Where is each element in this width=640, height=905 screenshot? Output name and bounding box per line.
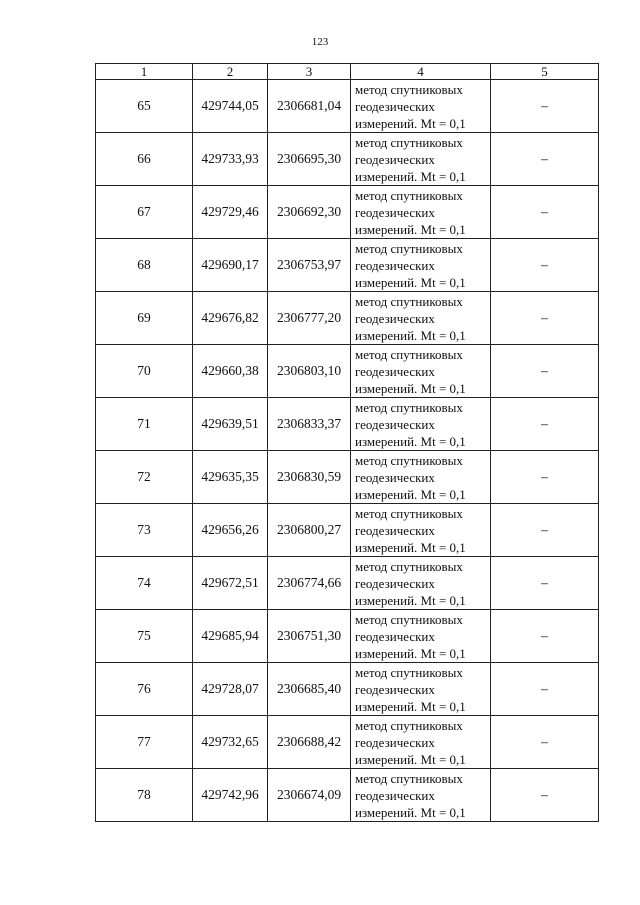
table-row bbox=[96, 663, 599, 716]
header-col-2: 2 bbox=[193, 64, 268, 80]
column-5-cell: – bbox=[491, 716, 599, 769]
method-cell bbox=[351, 292, 491, 345]
method-text-line: геодезических bbox=[355, 98, 435, 114]
table-row bbox=[96, 610, 599, 663]
method-text-line: метод спутниковых bbox=[355, 240, 463, 256]
column-5-cell: – bbox=[491, 769, 599, 822]
method-text-line: геодезических bbox=[355, 204, 435, 220]
column-5-cell: – bbox=[491, 133, 599, 186]
column-5-cell: – bbox=[491, 186, 599, 239]
method-text-line: измерений. Mt = 0,1 bbox=[355, 645, 466, 661]
method-cell bbox=[351, 610, 491, 663]
header-col-1: 1 bbox=[96, 64, 193, 80]
x-coordinate-cell: 429732,65 bbox=[193, 716, 268, 769]
method-cell bbox=[351, 186, 491, 239]
method-text-line: измерений. Mt = 0,1 bbox=[355, 433, 466, 449]
x-coordinate-cell: 429672,51 bbox=[193, 557, 268, 610]
method-text-line: измерений. Mt = 0,1 bbox=[355, 274, 466, 290]
point-number-cell: 72 bbox=[96, 451, 193, 504]
method-text-line: измерений. Mt = 0,1 bbox=[355, 115, 466, 131]
x-coordinate-cell: 429728,07 bbox=[193, 663, 268, 716]
method-text-line: метод спутниковых bbox=[355, 717, 463, 733]
table-row bbox=[96, 239, 599, 292]
method-text-line: геодезических bbox=[355, 628, 435, 644]
method-text-line: измерений. Mt = 0,1 bbox=[355, 486, 466, 502]
method-text-line: измерений. Mt = 0,1 bbox=[355, 221, 466, 237]
table-header-row bbox=[96, 64, 599, 80]
y-coordinate-cell: 2306753,97 bbox=[268, 239, 351, 292]
column-5-cell: – bbox=[491, 451, 599, 504]
method-cell bbox=[351, 398, 491, 451]
method-text-line: метод спутниковых bbox=[355, 399, 463, 415]
method-text-line: метод спутниковых bbox=[355, 293, 463, 309]
table-row bbox=[96, 292, 599, 345]
method-cell bbox=[351, 133, 491, 186]
point-number-cell: 77 bbox=[96, 716, 193, 769]
y-coordinate-cell: 2306685,40 bbox=[268, 663, 351, 716]
method-text-line: измерений. Mt = 0,1 bbox=[355, 592, 466, 608]
table-row bbox=[96, 504, 599, 557]
column-5-cell: – bbox=[491, 504, 599, 557]
x-coordinate-cell: 429639,51 bbox=[193, 398, 268, 451]
point-number-cell: 69 bbox=[96, 292, 193, 345]
method-cell bbox=[351, 663, 491, 716]
x-coordinate-cell: 429733,93 bbox=[193, 133, 268, 186]
method-text-line: метод спутниковых bbox=[355, 505, 463, 521]
point-number-cell: 67 bbox=[96, 186, 193, 239]
y-coordinate-cell: 2306777,20 bbox=[268, 292, 351, 345]
table-row bbox=[96, 186, 599, 239]
point-number-cell: 78 bbox=[96, 769, 193, 822]
method-text-line: геодезических bbox=[355, 575, 435, 591]
y-coordinate-cell: 2306751,30 bbox=[268, 610, 351, 663]
x-coordinate-cell: 429729,46 bbox=[193, 186, 268, 239]
table-row bbox=[96, 80, 599, 133]
y-coordinate-cell: 2306674,09 bbox=[268, 769, 351, 822]
method-text-line: метод спутниковых bbox=[355, 770, 463, 786]
method-text-line: измерений. Mt = 0,1 bbox=[355, 380, 466, 396]
table-row bbox=[96, 345, 599, 398]
y-coordinate-cell: 2306803,10 bbox=[268, 345, 351, 398]
x-coordinate-cell: 429744,05 bbox=[193, 80, 268, 133]
method-text-line: метод спутниковых bbox=[355, 346, 463, 362]
column-5-cell: – bbox=[491, 80, 599, 133]
table-row bbox=[96, 769, 599, 822]
column-5-cell: – bbox=[491, 663, 599, 716]
header-col-3: 3 bbox=[268, 64, 351, 80]
method-text-line: метод спутниковых bbox=[355, 81, 463, 97]
method-text-line: геодезических bbox=[355, 310, 435, 326]
column-5-cell: – bbox=[491, 398, 599, 451]
method-cell bbox=[351, 451, 491, 504]
method-cell bbox=[351, 239, 491, 292]
x-coordinate-cell: 429676,82 bbox=[193, 292, 268, 345]
coordinates-table bbox=[95, 63, 599, 822]
point-number-cell: 73 bbox=[96, 504, 193, 557]
column-5-cell: – bbox=[491, 610, 599, 663]
method-text-line: измерений. Mt = 0,1 bbox=[355, 804, 466, 820]
method-cell bbox=[351, 769, 491, 822]
method-text-line: метод спутниковых bbox=[355, 452, 463, 468]
method-cell bbox=[351, 716, 491, 769]
table-row bbox=[96, 451, 599, 504]
method-text-line: измерений. Mt = 0,1 bbox=[355, 751, 466, 767]
method-text-line: геодезических bbox=[355, 734, 435, 750]
column-5-cell: – bbox=[491, 292, 599, 345]
method-text-line: метод спутниковых bbox=[355, 611, 463, 627]
point-number-cell: 68 bbox=[96, 239, 193, 292]
x-coordinate-cell: 429635,35 bbox=[193, 451, 268, 504]
x-coordinate-cell: 429660,38 bbox=[193, 345, 268, 398]
y-coordinate-cell: 2306830,59 bbox=[268, 451, 351, 504]
y-coordinate-cell: 2306774,66 bbox=[268, 557, 351, 610]
method-text-line: метод спутниковых bbox=[355, 134, 463, 150]
method-text-line: измерений. Mt = 0,1 bbox=[355, 698, 466, 714]
table-row bbox=[96, 398, 599, 451]
method-text-line: геодезических bbox=[355, 257, 435, 273]
table-body bbox=[96, 80, 599, 822]
method-text-line: геодезических bbox=[355, 787, 435, 803]
x-coordinate-cell: 429742,96 bbox=[193, 769, 268, 822]
header-col-4: 4 bbox=[351, 64, 491, 80]
method-text-line: геодезических bbox=[355, 416, 435, 432]
method-text-line: геодезических bbox=[355, 151, 435, 167]
method-text-line: измерений. Mt = 0,1 bbox=[355, 539, 466, 555]
method-cell bbox=[351, 504, 491, 557]
point-number-cell: 66 bbox=[96, 133, 193, 186]
method-text-line: измерений. Mt = 0,1 bbox=[355, 168, 466, 184]
column-5-cell: – bbox=[491, 239, 599, 292]
x-coordinate-cell: 429685,94 bbox=[193, 610, 268, 663]
column-5-cell: – bbox=[491, 345, 599, 398]
point-number-cell: 75 bbox=[96, 610, 193, 663]
column-5-cell: – bbox=[491, 557, 599, 610]
table-row bbox=[96, 716, 599, 769]
y-coordinate-cell: 2306695,30 bbox=[268, 133, 351, 186]
method-cell bbox=[351, 80, 491, 133]
y-coordinate-cell: 2306688,42 bbox=[268, 716, 351, 769]
method-cell bbox=[351, 345, 491, 398]
page-number: 123 bbox=[311, 36, 329, 48]
method-cell bbox=[351, 557, 491, 610]
method-text-line: метод спутниковых bbox=[355, 664, 463, 680]
point-number-cell: 71 bbox=[96, 398, 193, 451]
y-coordinate-cell: 2306800,27 bbox=[268, 504, 351, 557]
point-number-cell: 74 bbox=[96, 557, 193, 610]
y-coordinate-cell: 2306833,37 bbox=[268, 398, 351, 451]
table-row bbox=[96, 133, 599, 186]
method-text-line: измерений. Mt = 0,1 bbox=[355, 327, 466, 343]
x-coordinate-cell: 429656,26 bbox=[193, 504, 268, 557]
method-text-line: геодезических bbox=[355, 522, 435, 538]
method-text-line: метод спутниковых bbox=[355, 187, 463, 203]
x-coordinate-cell: 429690,17 bbox=[193, 239, 268, 292]
point-number-cell: 76 bbox=[96, 663, 193, 716]
method-text-line: геодезических bbox=[355, 681, 435, 697]
y-coordinate-cell: 2306692,30 bbox=[268, 186, 351, 239]
y-coordinate-cell: 2306681,04 bbox=[268, 80, 351, 133]
point-number-cell: 65 bbox=[96, 80, 193, 133]
table-row bbox=[96, 557, 599, 610]
method-text-line: геодезических bbox=[355, 363, 435, 379]
point-number-cell: 70 bbox=[96, 345, 193, 398]
method-text-line: метод спутниковых bbox=[355, 558, 463, 574]
header-col-5: 5 bbox=[491, 64, 599, 80]
method-text-line: геодезических bbox=[355, 469, 435, 485]
